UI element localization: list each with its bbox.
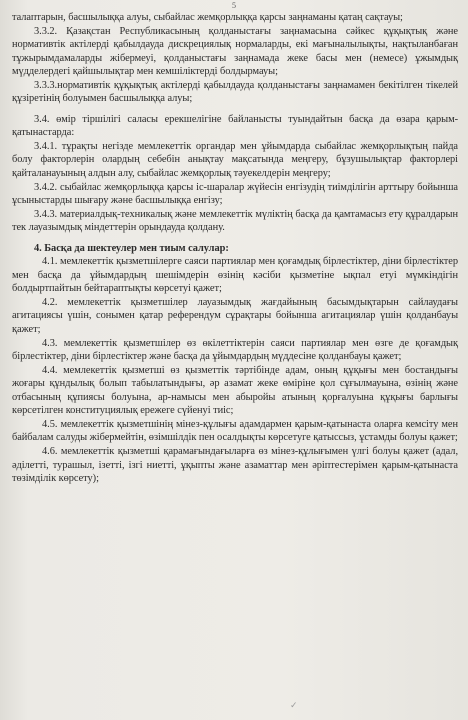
paragraph-3-3-2: 3.3.2. Қазақстан Республикасының қолданыстағы заңнамасына сәйкес құқықтық және нормативтік актілерді қабылдауда дискрециялық нормаларды, екі мағыналылықты, нақтыланбаған тұжырымдамаларды жібермеуі, қолданыстағы заңнамада жеке басы мен (немесе) ұжымдық мүдделердегі қайшылықтар мен кемшіліктерді болдырмауы;: [12, 25, 458, 78]
page-number: 5: [232, 1, 236, 10]
paragraph-continuation: талаптарын, басшылыққа алуы, сыбайлас жемқорлыққа қарсы заңнаманы қатаң сақтауы;: [12, 12, 403, 23]
paragraph-4-3: 4.3. мемлекеттік қызметшілер өз өкілеттіктерін саяси партиялар мен өзге де қоғамдық бірлестіктер, діни бірлестіктер және басқа да ұйымдардың мүддесіне қолданбауы қажет;: [12, 337, 458, 363]
section-4-heading: 4. Басқа да шектеулер мен тиым салулар:: [34, 242, 229, 254]
paragraph-3-4: 3.4. өмір тіршілігі саласы ерекшелігіне байланысты туындайтын басқа да өзара қарым-қатынастарда:: [12, 113, 458, 139]
paragraph-3-4-1: 3.4.1. тұрақты негізде мемлекеттік органдар мен ұйымдарда сыбайлас жемқорлықтың пайда болу факторлерін олардың себебін анықтау мақсатында меңгеру, бұзушылықтар факторлері қайталанауының алдын алу, сыбайлас жемқорлық тәуекелдерін меңгеру;: [12, 140, 458, 180]
paragraph-4-6: 4.6. мемлекеттік қызметші қарамағындағыларға өз мінез-құлығымен үлгі болуы қажет (адал, әділетті, турашыл, ізетті, ізгі ниетті, ұқыпты және азаматтар мен әріптестерімен қарым-қатынаста төзімділік көрсету);: [12, 445, 458, 485]
document-body: [12, 2, 458, 486]
paragraph-4-5: 4.5. мемлекеттік қызметшінің мінез-құлығы адамдармен қарым-қатынаста оларға кемсіту мен байбалам салуды жібермейтін, өзімшілдік пен осалдықты көрсетуге қатыссыз, ұстамды болуы қажет;: [12, 418, 458, 444]
paragraph-3-4-2: 3.4.2. сыбайлас жемқорлыққа қарсы іс-шаралар жүйесін енгізудің тиімділігін арттыру бойынша ұсыныстарды шығару және басшылыққа енгізу;: [12, 181, 458, 207]
scan-mark: ✓: [290, 700, 298, 710]
paragraph-3-3-3: 3.3.3.нормативтік құқықтық актілерді қабылдауда қолданыстағы заңнамамен бекітілген тікелей құзіретінің болуымен басшылыққа алуы;: [12, 79, 458, 105]
paragraph-3-4-3: 3.4.3. материалдық-техникалық және мемлекеттік мүліктің басқа да қамтамасыз ету құралдарын тек лауазымдық міндеттерін орындауда қолдану.: [12, 208, 458, 234]
paragraph-4-1: 4.1. мемлекеттік қызметшілерге саяси партиялар мен қоғамдық бірлестіктер, діни бірлестіктер мен басқа да ұйымдардың шешімдерін өзінің кәсіби қызметіне ықпал етуі мүмкіндігін болдыртпайтын бейтараптықты көрсетуі қажет;: [12, 256, 458, 295]
paragraph-4-4: 4.4. мемлекеттік қызметші өз қызметтік тәртібінде адам, оның құқығы мен бостандығы жоғары құндылық болып табылатындығы, әр азамат жеке өміріне қол сұғылмауына, өзінің және отбасының құпиясы болуына, ар-намысы мен абыройы атының қорғалуына құқығы барлығы көрсетілген конституциялық ережеге сүйенуі тиіс;: [12, 364, 458, 417]
paragraph-4-2: 4.2. мемлекеттік қызметшілер лауазымдық жағдайының басымдықтарын сайлаудағы агитациясы үшін, сонымен қатар референдум сұрақтары бойынша агитациялар үшін қолданбауы қажет;: [12, 296, 458, 336]
